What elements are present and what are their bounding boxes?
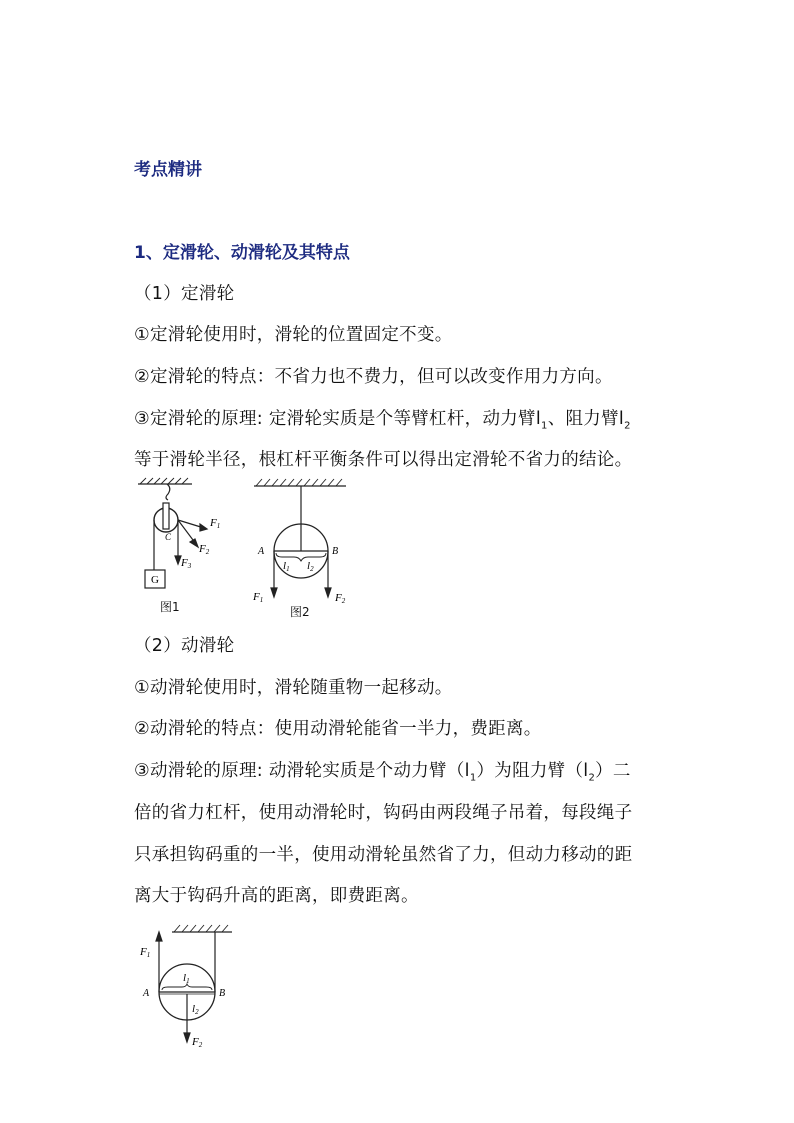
figure-3-movable-pulley-lever-diagram [130,920,240,1050]
movable-pulley-line-6: 离大于钩码升高的距离，即费距离。 [134,886,419,906]
fig2-force-f1: F1 [253,591,264,604]
fixed-pulley-line-2: ②定滑轮的特点：不省力也不费力，但可以改变作用力方向。 [134,367,613,387]
fig1-force-f3: F3 [181,557,192,570]
fig3-arm-l1: l1 [183,972,190,985]
topic-title: 1、定滑轮、动滑轮及其特点 [134,243,350,263]
movable-pulley-line-1: ①动滑轮使用时，滑轮随重物一起移动。 [134,678,453,698]
movable-pulley-line-3 [134,757,631,784]
fixed-pulley-heading: （1）定滑轮 [134,284,235,304]
movable-pulley-line-4: 倍的省力杠杆，使用动滑轮时，钩码由两段绳子吊着，每段绳子 [134,803,633,823]
fixed-pulley-line-1: ①定滑轮使用时，滑轮的位置固定不变。 [134,325,453,345]
movable-line-3-part-a: ③动滑轮的原理: 动滑轮实质是个动力臂（l [134,761,470,781]
fig3-force-f1: F1 [140,946,151,959]
fixed-pulley-line-4: 等于滑轮半径，根杠杆平衡条件可以得出定滑轮不省力的结论。 [134,450,633,470]
fixed-line-3-sub-1: 1 [541,420,548,432]
fig2-force-f2: F2 [335,592,346,605]
fixed-line-3-part-a: ③定滑轮的原理: 定滑轮实质是个等臂杠杆，动力臂l [134,409,542,429]
movable-line-3-part-b: ）为阻力臂（l [476,761,589,781]
fixed-line-3-sub-2: 2 [624,420,631,432]
section-title: 考点精讲 [134,160,202,180]
fig3-force-f2: F2 [192,1036,203,1049]
figure-2-fixed-pulley-lever-diagram [248,476,358,608]
movable-line-3-part-c: ）二 [595,761,631,781]
fig2-point-a: A [258,546,265,557]
fig2-arm-l2: l2 [307,560,314,573]
fig3-point-a: A [143,988,150,999]
fig1-force-f1: F1 [210,517,221,530]
fig2-arm-l1: l1 [283,560,290,573]
fixed-pulley-line-3 [134,405,631,432]
figure-1-caption: 图1 [160,600,180,614]
movable-line-3-sub-2: 2 [588,772,596,784]
movable-pulley-line-2: ②动滑轮的特点：使用动滑轮能省一半力，费距离。 [134,719,542,739]
movable-pulley-line-5: 只承担钩码重的一半，使用动滑轮虽然省了力，但动力移动的距 [134,845,633,865]
fig1-force-f2: F2 [199,543,210,556]
fig2-point-b: B [332,546,339,557]
fixed-line-3-part-b: 、阻力臂l [547,409,625,429]
fig3-arm-l2: l2 [192,1003,199,1016]
fig1-point-c: C [165,532,172,542]
figure-2-caption: 图2 [290,605,310,619]
fig3-point-b: B [219,988,226,999]
figure-1-fixed-pulley-diagram [130,476,230,618]
movable-pulley-heading: （2）动滑轮 [134,636,235,656]
movable-line-3-sub-1: 1 [469,772,477,784]
weight-label: G [151,574,159,586]
